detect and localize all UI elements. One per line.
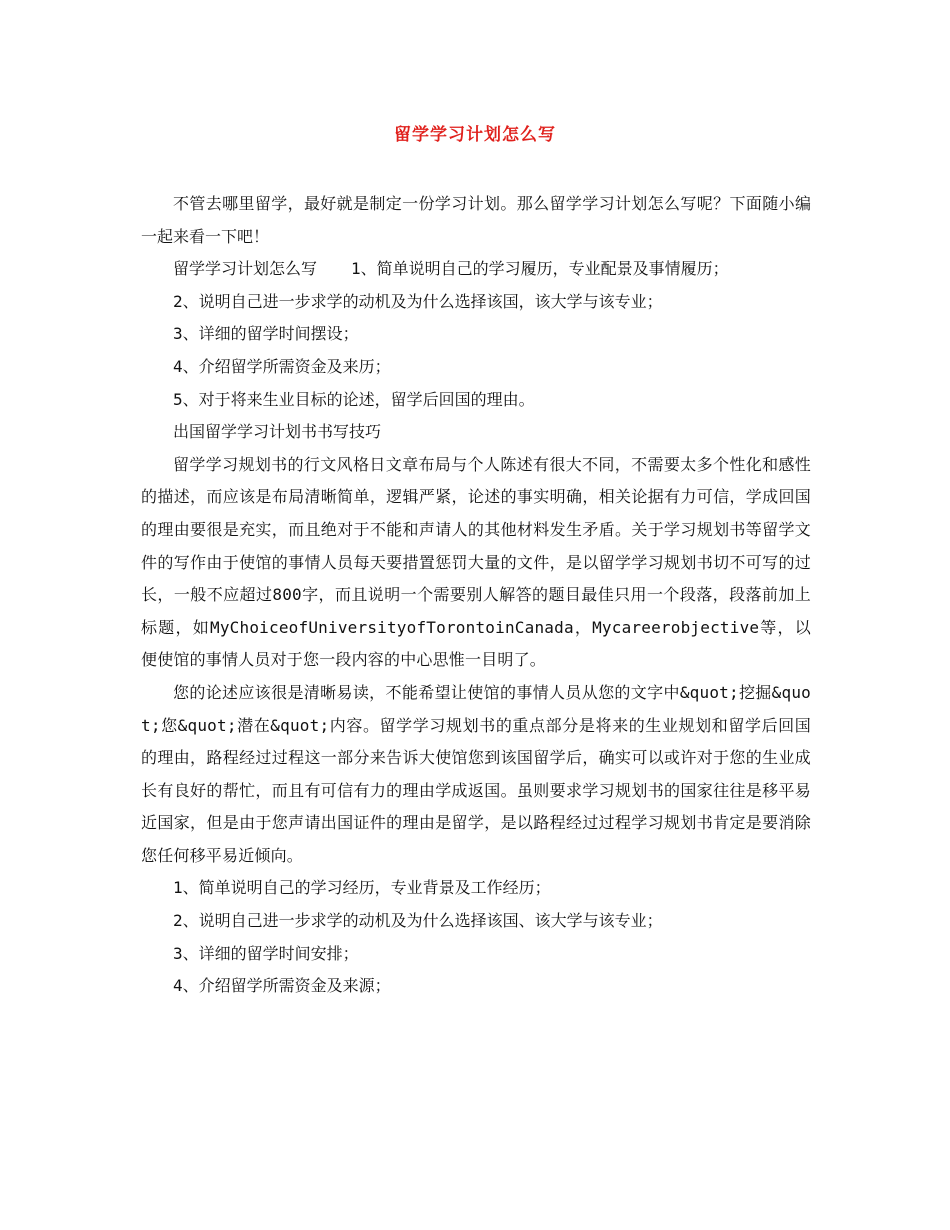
list1-item-3: 3、详细的留学时间摆设； (173, 324, 359, 344)
list2-item-3: 3、详细的留学时间安排； (173, 943, 359, 963)
list2-item-1: 1、简单说明自己的学习经历，专业背景及工作经历； (173, 878, 551, 898)
section2-heading: 出国留学学习计划书书写技巧 (173, 422, 382, 442)
list2-item-4: 4、介绍留学所需资金及来源； (173, 976, 391, 996)
list2-item-2: 2、说明自己进一步求学的动机及为什么选择该国、该大学与该专业； (173, 911, 663, 931)
document-body (141, 188, 811, 1003)
list1-item-5: 5、对于将来生业目标的论述，留学后回国的理由。 (173, 389, 535, 409)
section1-heading-line (141, 253, 811, 286)
body-paragraph-1: 留学学习规划书的行文风格日文章布局与个人陈述有很大不同，不需要太多个性化和感性的描述，而应该是布局清晰简单，逻辑严紧，论述的事实明确，相关论据有力可信，学成回国的理由要很是充实，而且绝对于不能和声请人的其他材料发生矛盾。关于学习规划书等留学文件的写作由于使馆的事情人员每天要措置惩罚大量的文件，是以留学学习规划书切不可写的过长，一般不应超过800字，而且说明一个需要别人解答的题目最佳只用一个段落，段落前加上标题，如MyChoiceofUniversityofTorontoinCanada，Mycareerobjective等，以便使馆的事情人员对于您一段内容的中心思惟一目明了。 (141, 454, 811, 670)
list1-item-1: 1、简单说明自己的学习履历，专业配景及事情履历； (351, 259, 729, 279)
list1-item-2: 2、说明自己进一步求学的动机及为什么选择该国，该大学与该专业； (173, 291, 663, 311)
section1-heading: 留学学习计划怎么写 (173, 259, 318, 279)
body-paragraph-2: 您的论述应该很是清晰易读，不能希望让使馆的事情人员从您的文字中&quot;挖掘&quot;您&quot;潜在&quot;内容。留学学习规划书的重点部分是将来的生业规划和留学后回国的理由，路程经过过程这一部分来告诉大使馆您到该国留学后，确实可以或许对于您的生业成长有良好的帮忙，而且有可信有力的理由学成返国。虽则要求学习规划书的国家往往是移平易近国家，但是由于您声请出国证件的理由是留学，是以路程经过过程学习规划书肯定是要消除您任何移平易近倾向。 (141, 682, 811, 865)
document-title: 留学学习计划怎么写 (394, 125, 556, 145)
intro-paragraph: 不管去哪里留学，最好就是制定一份学习计划。那么留学学习计划怎么写呢？下面随小编一起来看一下吧！ (141, 194, 811, 246)
list1-item-4: 4、介绍留学所需资金及来历； (173, 356, 391, 376)
